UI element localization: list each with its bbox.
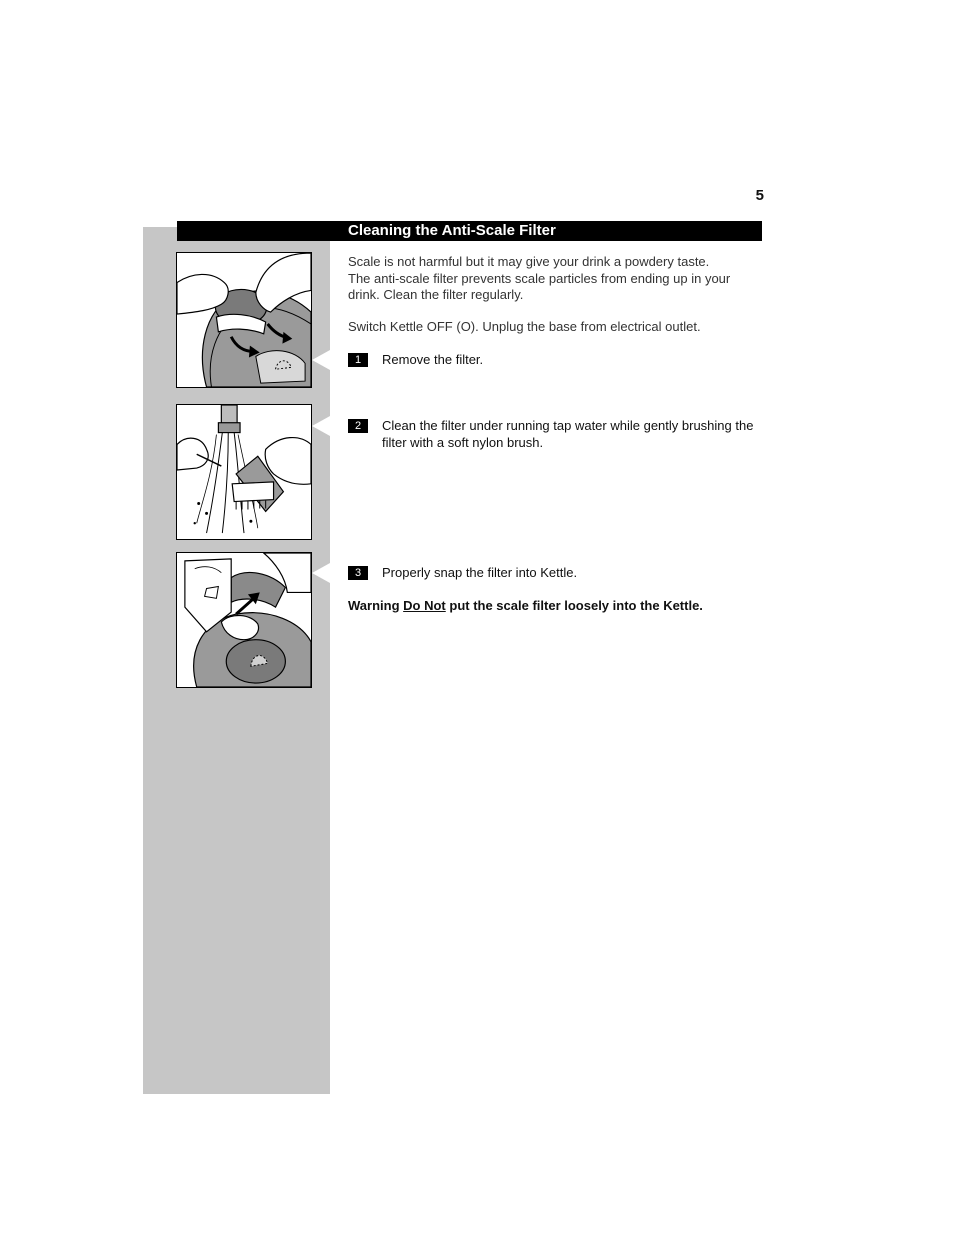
intro-line: drink. Clean the filter regularly. — [348, 287, 524, 302]
warning-emphasis: Do Not — [403, 598, 446, 613]
step-text: Remove the filter. — [382, 352, 484, 367]
figure-pointer — [312, 563, 330, 583]
intro-line: The anti-scale filter prevents scale particles from ending up in your — [348, 270, 731, 286]
section-header-bar — [177, 221, 762, 241]
illustration-snap-filter — [176, 552, 312, 688]
step-number: 2 — [348, 419, 368, 433]
illustration-remove-filter — [176, 252, 312, 388]
step-1 — [348, 352, 758, 369]
figure-pointer — [312, 350, 330, 370]
intro-line: Scale is not harmful but it may give your drink a powdery taste. — [348, 254, 710, 269]
section-title: Cleaning the Anti-Scale Filter — [348, 222, 556, 239]
step-text: Clean the filter under running tap water while gently brushing the filter with a soft nylon brush. — [382, 418, 754, 450]
intro-paragraph — [348, 254, 748, 304]
warning-text: put the scale filter loosely into the Kettle. — [449, 598, 703, 613]
switch-off-instruction: Switch Kettle OFF (O). Unplug the base from electrical outlet. — [348, 319, 701, 334]
warning-note — [348, 598, 768, 615]
step-3 — [348, 565, 758, 582]
page-number: 5 — [755, 187, 764, 204]
step-number: 3 — [348, 566, 368, 580]
step-number: 1 — [348, 353, 368, 367]
illustration-clean-filter — [176, 404, 312, 540]
figure-pointer — [312, 416, 330, 436]
step-2 — [348, 418, 758, 451]
warning-label: Warning — [348, 598, 400, 613]
step-text: Properly snap the filter into Kettle. — [382, 565, 578, 580]
